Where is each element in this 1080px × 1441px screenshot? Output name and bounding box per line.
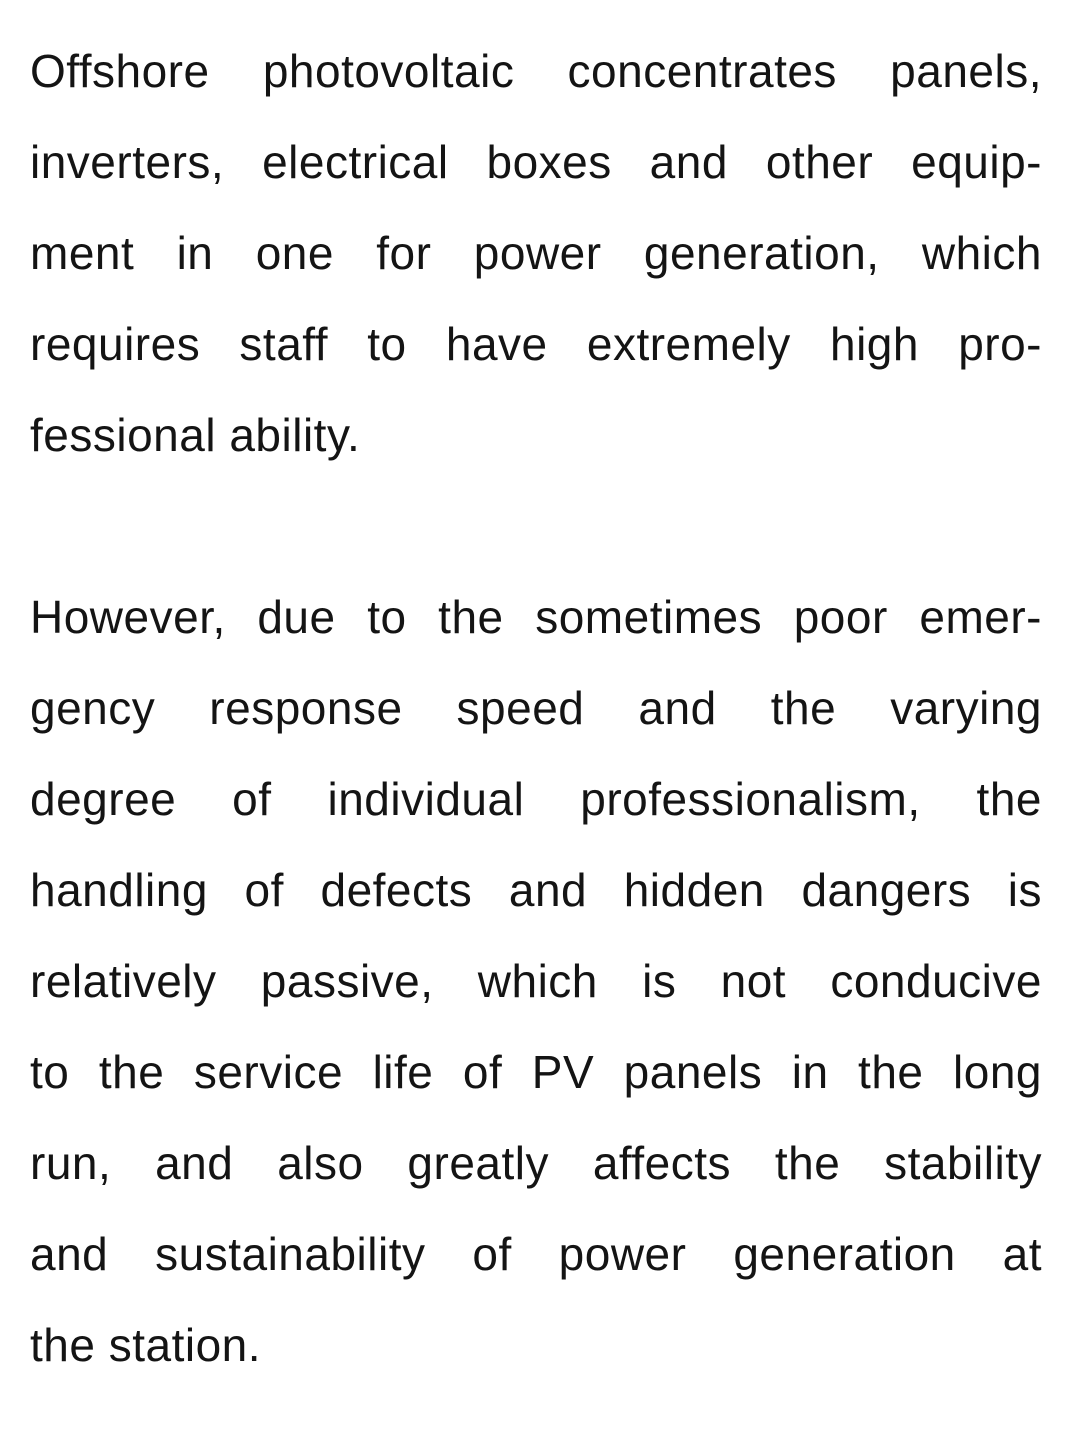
text-line: relatively passive, which is not conducive — [30, 955, 1042, 1007]
text-line: run, and also greatly affects the stability — [30, 1137, 1042, 1189]
text-line: inverters, electrical boxes and other equip- — [30, 136, 1042, 188]
text-line: the station. — [30, 1319, 262, 1371]
text-line: fessional ability. — [30, 409, 361, 461]
text-line: gency response speed and the varying — [30, 682, 1042, 734]
text-line: degree of individual professionalism, the — [30, 773, 1042, 825]
text-line: to the service life of PV panels in the long — [30, 1046, 1042, 1098]
paragraph-1 — [30, 26, 1042, 481]
text-line: requires staff to have extremely high pro- — [30, 318, 1042, 370]
text-line: and sustainability of power generation at — [30, 1228, 1042, 1280]
text-line: ment in one for power generation, which — [30, 227, 1042, 279]
text-line: Offshore photovoltaic concentrates panels, — [30, 45, 1042, 97]
paragraph-2 — [30, 572, 1042, 1391]
text-line: handling of defects and hidden dangers is — [30, 864, 1042, 916]
text-line: However, due to the sometimes poor emer- — [30, 591, 1042, 643]
